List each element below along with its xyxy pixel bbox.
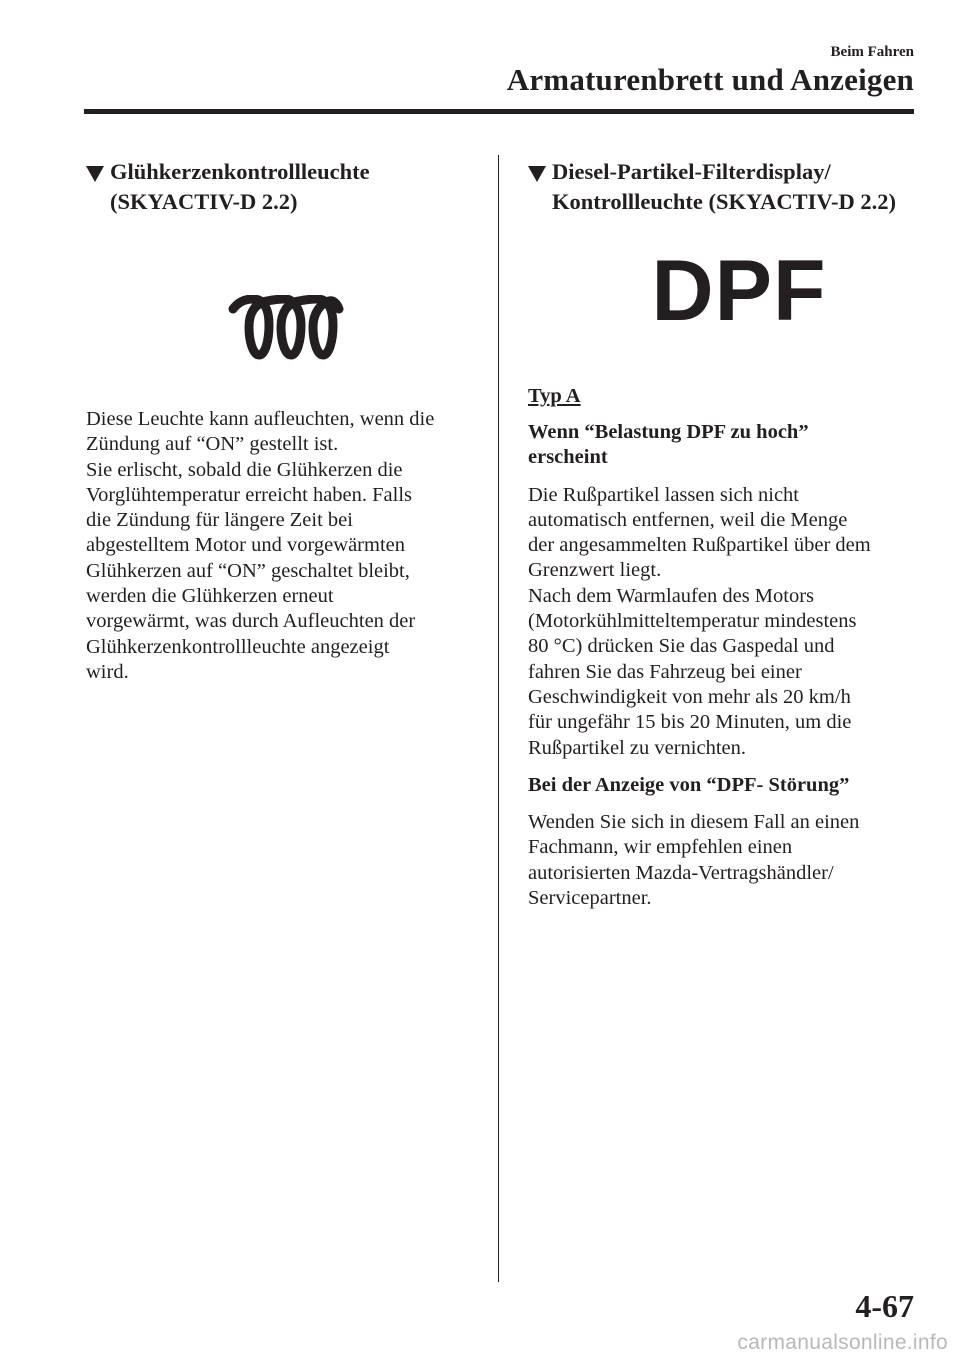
triangle-bullet-icon bbox=[528, 166, 546, 182]
glow-plug-coil-icon bbox=[225, 295, 345, 361]
right-column bbox=[528, 157, 928, 911]
overload-instructions: Die Rußpartikel lassen sich nicht automatisch entfernen, weil die Menge der angesammelten Rußpartikel über dem Grenzwert liegt. Nach dem Warmlaufen des Motors (Motorkühlmitteltemperatur mindestens 80 °C) drücken Sie das Gaspedal und fahren Sie das Fahrzeug bei einer Geschwindigkeit von mehr als 20 km/h für ungefähr 15 bis 20 Minuten, um die Rußpartikel zu vernichten. bbox=[528, 483, 871, 759]
heading-line: (SKYACTIV-D 2.2) bbox=[110, 189, 298, 214]
dpf-indicator-icon: DPF bbox=[651, 243, 827, 339]
heading-line: Kontrollleuchte (SKYACTIV-D 2.2) bbox=[552, 189, 896, 214]
dpf-heading bbox=[528, 157, 928, 217]
malfunction-instructions: Wenden Sie sich in diesem Fall an einen Fachmann, wir empfehlen einen autorisierten Mazda-Vertragshändler/ Servicepartner. bbox=[528, 811, 860, 910]
left-column bbox=[86, 157, 484, 685]
triangle-bullet-icon bbox=[86, 166, 104, 182]
page-number: 4-67 bbox=[855, 1288, 914, 1324]
subheading-overload: Wenn “Belastung DPF zu hoch” erscheint bbox=[528, 421, 809, 469]
page-title: Armaturenbrett und Anzeigen bbox=[506, 62, 914, 97]
section-label: Beim Fahren bbox=[830, 44, 914, 60]
glow-plug-description: Diese Leuchte kann aufleuchten, wenn die Zündung auf “ON” gestellt ist. Sie erlischt, sobald die Glühkerzen die Vorglühtemperatur erreicht haben. Falls die Zündung für längere Zeit bei abgestelltem Motor und vorgewärmten Glühkerzen auf “ON” geschaltet bleibt, werden die Glühkerzen erneut vorgewärmt, was durch Aufleuchten der Glühkerzenkontrollleuchte angezeigt wird. bbox=[86, 408, 435, 683]
glow-plug-heading bbox=[86, 157, 484, 217]
subheading-malfunction: Bei der Anzeige von “DPF- Störung” bbox=[528, 773, 850, 796]
column-divider bbox=[498, 155, 499, 1282]
header-divider bbox=[84, 109, 914, 114]
type-label: Typ A bbox=[528, 385, 581, 407]
heading-line: Diesel-Partikel-Filterdisplay/ bbox=[552, 159, 831, 184]
watermark: carmanualsonline.info bbox=[737, 1331, 948, 1354]
heading-line: Glühkerzenkontrollleuchte bbox=[110, 159, 370, 184]
